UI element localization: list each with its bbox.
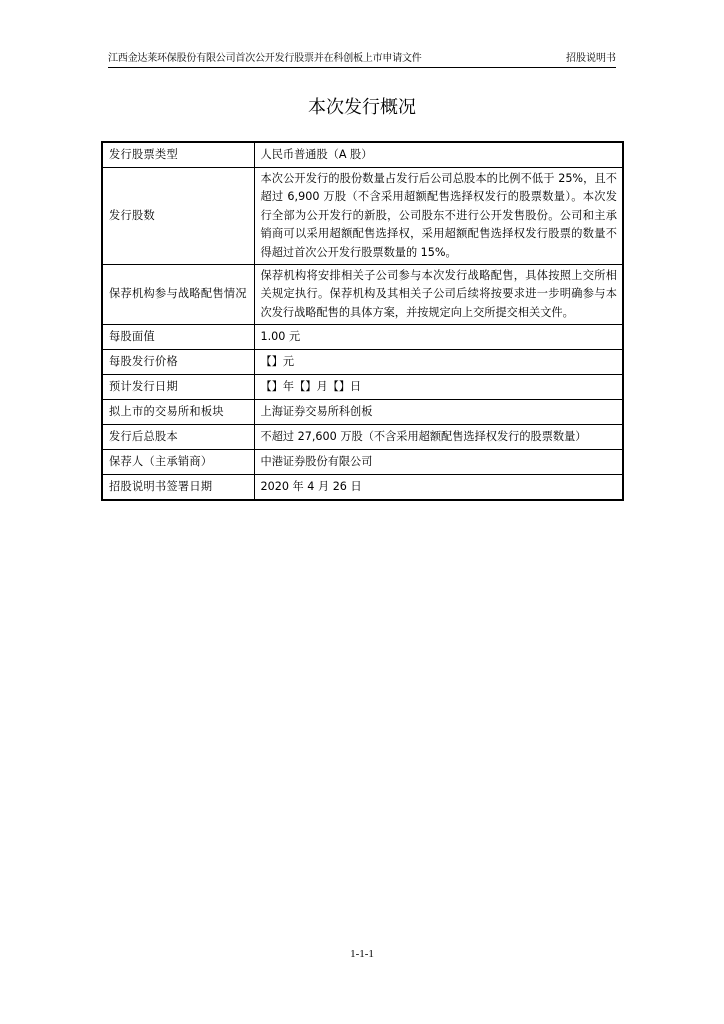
table-row (102, 265, 623, 325)
row-value: 【】元 (254, 350, 623, 375)
table-row (102, 400, 623, 425)
offering-overview-table (101, 141, 624, 501)
table-row (102, 325, 623, 350)
table-row (102, 168, 623, 265)
row-label: 每股面值 (102, 325, 254, 350)
table-row (102, 350, 623, 375)
row-value: 本次公开发行的股份数量占发行后公司总股本的比例不低于 25%，且不超过 6,900 万股（不含采用超额配售选择权发行的股票数量）。本次发行全部为公开发行的新股，公司股东不进行公开发售股份。公司和主承销商可以采用超额配售选择权，采用超额配售选择权发行股票的数量不得超过首次公开发行股票数量的 15%。 (254, 168, 623, 265)
row-label: 发行股票类型 (102, 142, 254, 168)
row-value: 上海证券交易所科创板 (254, 400, 623, 425)
row-label: 拟上市的交易所和板块 (102, 400, 254, 425)
page-number: 1-1-1 (350, 948, 374, 960)
row-value: 2020 年 4 月 26 日 (254, 475, 623, 501)
row-value: 不超过 27,600 万股（不含采用超额配售选择权发行的股票数量） (254, 425, 623, 450)
row-value: 1.00 元 (254, 325, 623, 350)
row-label: 发行后总股本 (102, 425, 254, 450)
header-document-title: 江西金达莱环保股份有限公司首次公开发行股票并在科创板上市申请文件 (108, 53, 422, 64)
table-row (102, 142, 623, 168)
table-row (102, 425, 623, 450)
page-header (108, 53, 616, 68)
row-label: 招股说明书签署日期 (102, 475, 254, 501)
row-label: 保荐机构参与战略配售情况 (102, 265, 254, 325)
row-label: 每股发行价格 (102, 350, 254, 375)
page-title: 本次发行概况 (308, 97, 416, 118)
row-label: 发行股数 (102, 168, 254, 265)
table-row (102, 450, 623, 475)
row-value: 中港证券股份有限公司 (254, 450, 623, 475)
row-label: 保荐人（主承销商） (102, 450, 254, 475)
header-section-title: 招股说明书 (566, 53, 616, 64)
row-value: 人民币普通股（A 股） (254, 142, 623, 168)
row-value: 保荐机构将安排相关子公司参与本次发行战略配售，具体按照上交所相关规定执行。保荐机构及其相关子公司后续将按要求进一步明确参与本次发行战略配售的具体方案，并按规定向上交所提交相关文件。 (254, 265, 623, 325)
table-row (102, 375, 623, 400)
row-label: 预计发行日期 (102, 375, 254, 400)
table-row (102, 475, 623, 501)
row-value: 【】年【】月【】日 (254, 375, 623, 400)
